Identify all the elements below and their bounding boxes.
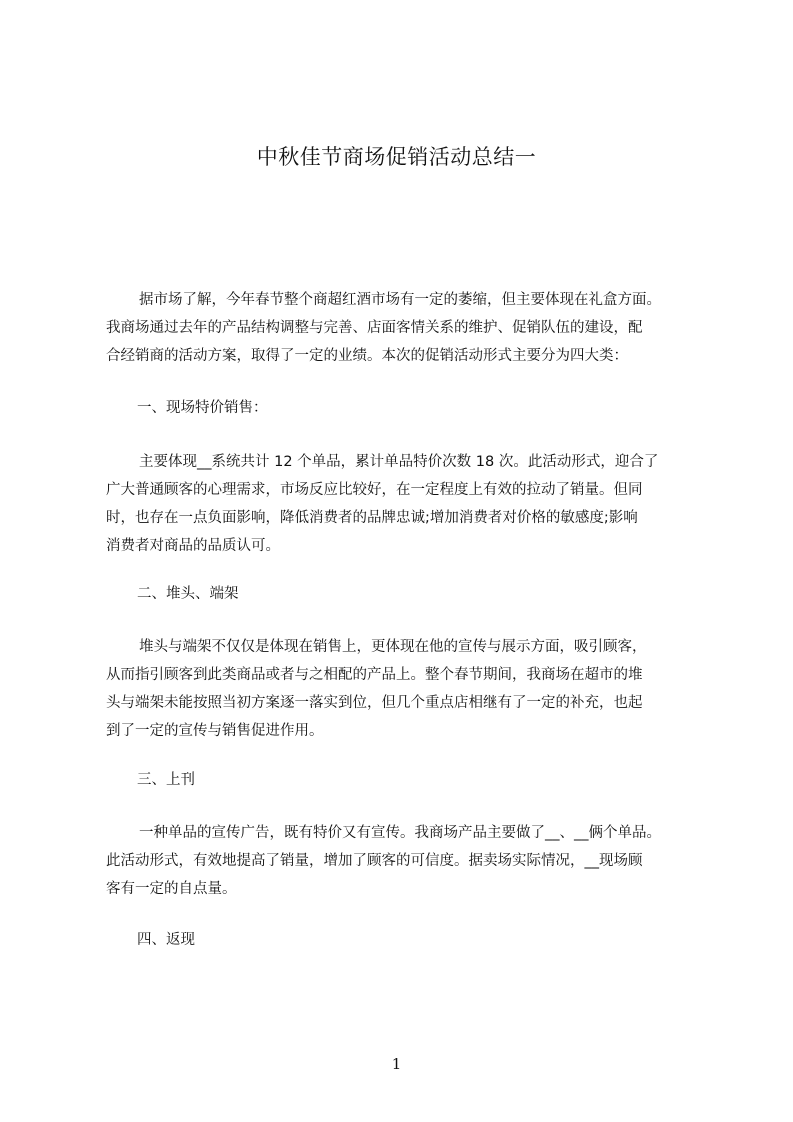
document-title: 中秋佳节商场促销活动总结一	[256, 145, 537, 169]
paragraph-line: 一种单品的宣传广告，既有特价又有宣传。我商场产品主要做了__、__俩个单品。	[139, 825, 661, 841]
paragraph-line: 广大普通顾客的心理需求，市场反应比较好，在一定程度上有效的拉动了销量。但同	[106, 482, 643, 498]
page-number: 1	[391, 1055, 402, 1073]
section-heading-3: 三、上刊	[137, 772, 195, 788]
paragraph-line: 此活动形式，有效地提高了销量，增加了顾客的可信度。据卖场实际情况，__现场顾	[106, 853, 643, 869]
paragraph-line: 到了一定的宣传与销售促进作用。	[106, 723, 324, 739]
paragraph-line: 据市场了解，今年春节整个商超红酒市场有一定的萎缩，但主要体现在礼盒方面。	[139, 292, 661, 308]
section-2-paragraph	[106, 633, 706, 745]
paragraph-line: 我商场通过去年的产品结构调整与完善、店面客情关系的维护、促销队伍的建设，配	[106, 320, 643, 336]
paragraph-line: 时，也存在一点负面影响，降低消费者的品牌忠诚;增加消费者对价格的敏感度;影响	[106, 510, 638, 526]
paragraph-line: 堆头与端架不仅仅是体现在销售上，更体现在他的宣传与展示方面，吸引顾客，	[139, 639, 647, 655]
paragraph-line: 客有一定的自点量。	[106, 881, 237, 897]
section-heading-1: 一、现场特价销售：	[137, 400, 268, 416]
paragraph-line: 消费者对商品的品质认可。	[106, 538, 280, 554]
paragraph-line: 主要体现__系统共计 12 个单品，累计单品特价次数 18 次。此活动形式，迎合了	[139, 454, 659, 470]
paragraph-line: 头与端架未能按照当初方案逐一落实到位，但几个重点店相继有了一定的补充，也起	[106, 695, 643, 711]
paragraph-line: 从而指引顾客到此类商品或者与之相配的产品上。整个春节期间，我商场在超市的堆	[106, 667, 643, 683]
section-3-paragraph	[106, 819, 706, 903]
section-1-paragraph	[106, 448, 706, 560]
intro-paragraph	[106, 286, 706, 370]
section-heading-2: 二、堆头、端架	[137, 586, 239, 602]
paragraph-line: 合经销商的活动方案，取得了一定的业绩。本次的促销活动形式主要分为四大类：	[106, 348, 628, 364]
section-heading-4: 四、返现	[137, 932, 195, 948]
